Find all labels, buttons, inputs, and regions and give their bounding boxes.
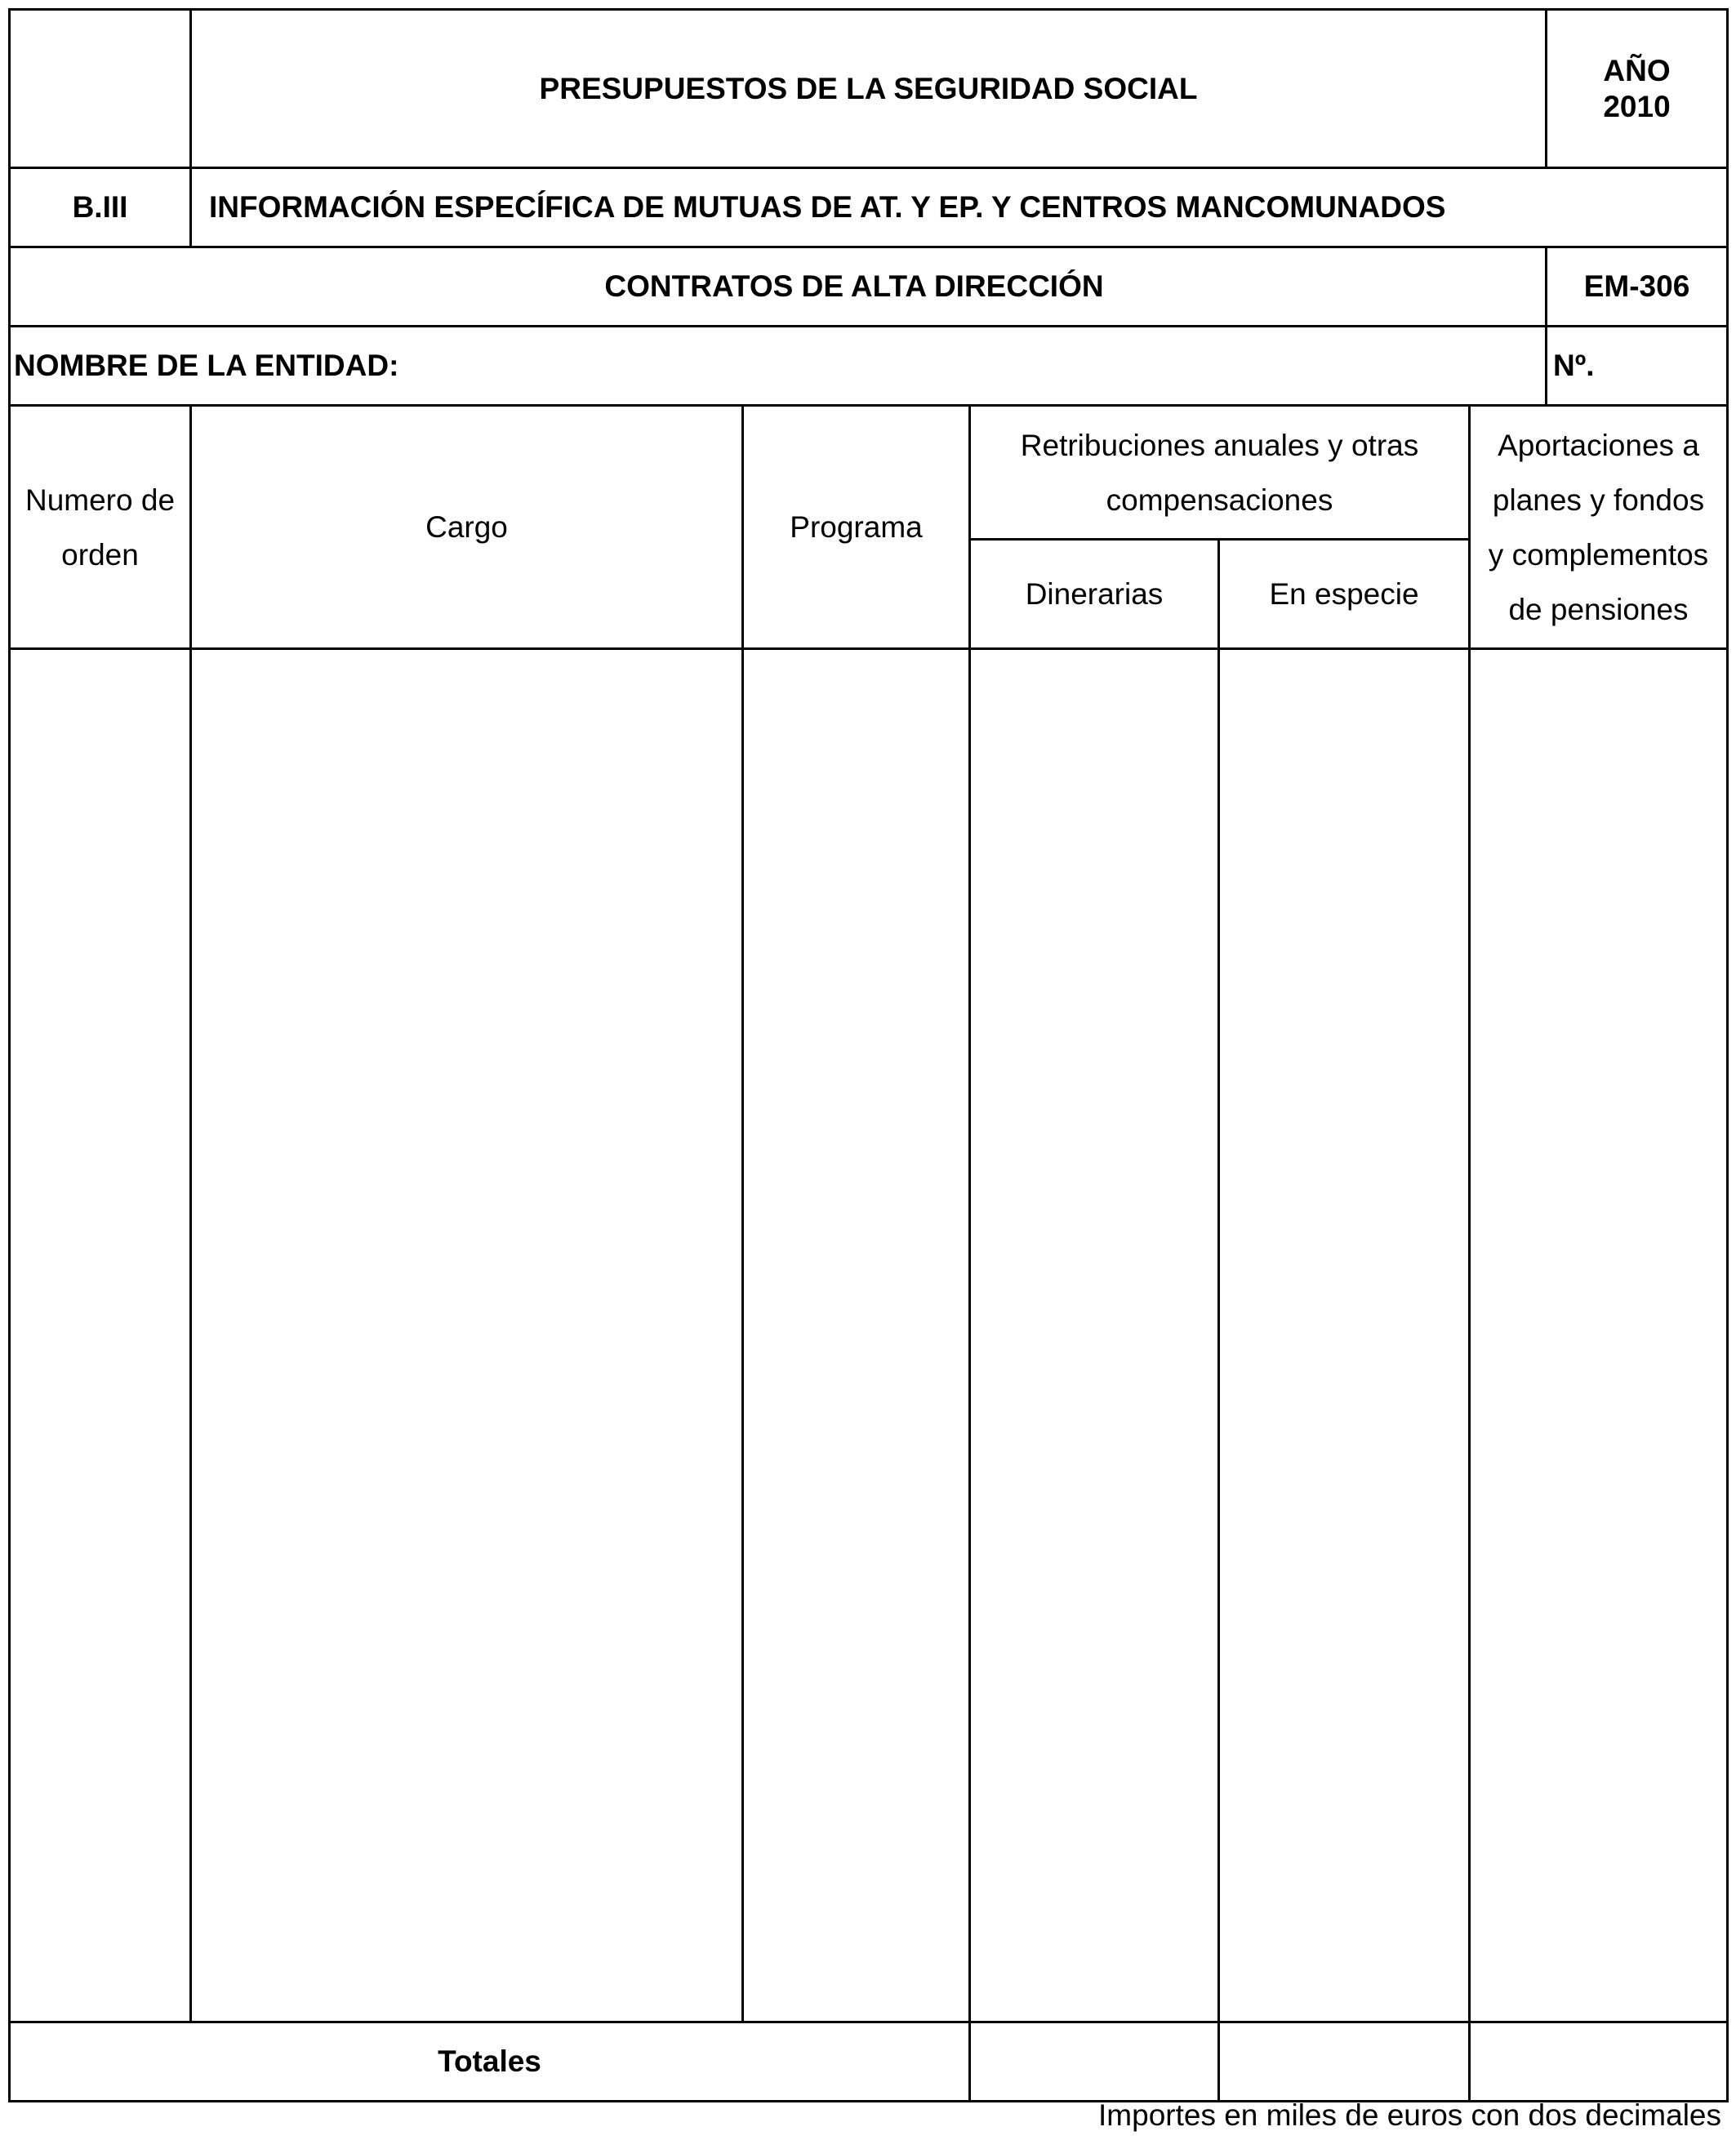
document-title: PRESUPUESTOS DE LA SEGURIDAD SOCIAL: [539, 71, 1198, 105]
column-aportaciones-line2: planes y fondos: [1492, 483, 1705, 517]
column-order-line1: Numero de: [24, 483, 176, 517]
entity-number-label: Nº.: [1553, 349, 1595, 382]
totals-especie-cell[interactable]: [1220, 2023, 1468, 2100]
column-retribuciones-line2: compensaciones: [1106, 483, 1333, 517]
form-code: EM-306: [1583, 269, 1690, 303]
table-body-area[interactable]: [11, 650, 1726, 2021]
totals-aportaciones-cell[interactable]: [1471, 2023, 1726, 2100]
column-retribuciones-line1: Retribuciones anuales y otras: [1020, 428, 1419, 462]
form-title: CONTRATOS DE ALTA DIRECCIÓN: [604, 269, 1104, 303]
column-aportaciones-line4: de pensiones: [1508, 592, 1689, 626]
year-value: 2010: [1603, 89, 1671, 123]
column-dinerarias-header: Dinerarias: [1025, 577, 1164, 611]
column-aportaciones-line1: Aportaciones a: [1498, 428, 1699, 462]
column-order-header: [11, 407, 189, 647]
amounts-footnote: Importes en miles de euros con dos decimales: [1098, 2098, 1721, 2132]
entity-name-label: NOMBRE DE LA ENTIDAD:: [14, 349, 399, 382]
section-code: B.III: [72, 190, 128, 224]
column-especie-header: En especie: [1269, 577, 1419, 611]
totals-dinerarias-cell[interactable]: [971, 2023, 1217, 2100]
totals-label: Totales: [438, 2044, 541, 2078]
column-aportaciones-header: [1471, 407, 1726, 647]
column-order-line2: orden: [61, 537, 139, 572]
column-programa-header: Programa: [790, 510, 923, 544]
column-aportaciones-line3: y complementos: [1488, 537, 1709, 572]
section-title: INFORMACIÓN ESPECÍFICA DE MUTUAS DE AT. Y EP. Y CENTROS MANCOMUNADOS: [209, 190, 1446, 224]
column-retribuciones-header: [971, 407, 1468, 538]
column-cargo-header: Cargo: [425, 510, 508, 544]
year-box: [1547, 11, 1726, 167]
year-label: AÑO: [1603, 53, 1671, 87]
